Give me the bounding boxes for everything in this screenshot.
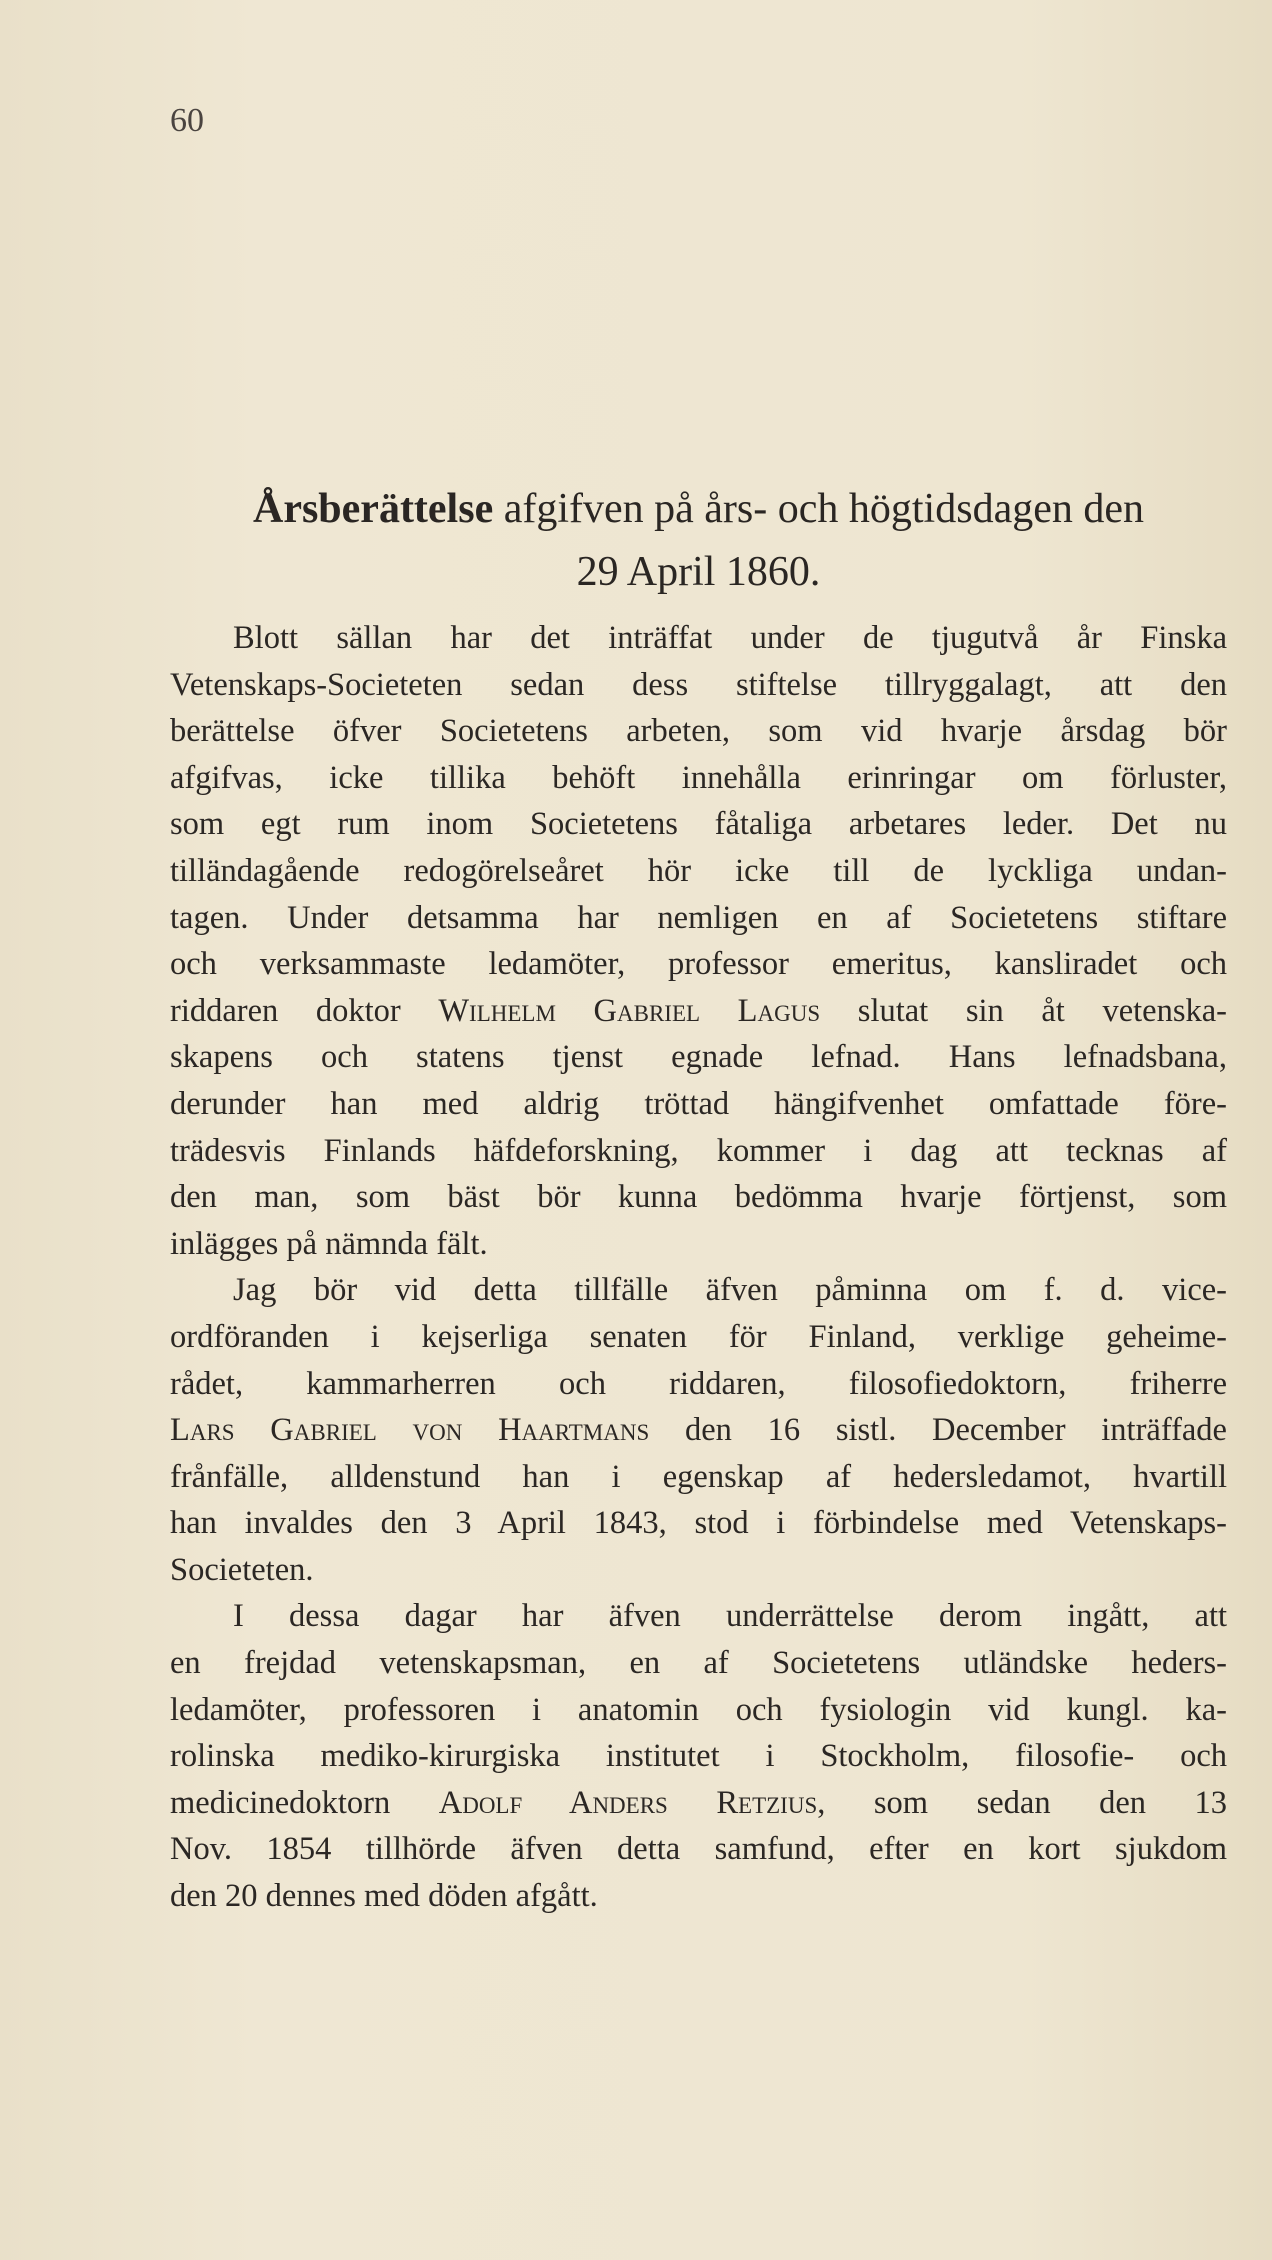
person-name: Lars Gabriel von Haartmans: [170, 1412, 650, 1449]
text-line: inlägges på nämnda fält.: [170, 1225, 488, 1262]
text-line: han invaldes den 3 April 1843, stod i förbindelse med Vetenskaps-: [170, 1505, 1227, 1542]
title-line-1-rest: afgifven på års- och högtidsdagen den: [493, 486, 1144, 532]
text-line: berättelse öfver Societetens arbeten, som vid hvarje årsdag bör: [170, 713, 1227, 750]
person-name: Adolf Anders Retzius: [438, 1784, 818, 1821]
title-bold-word: Årsberättelse: [252, 486, 494, 532]
text-segment: , som sedan den 13: [817, 1784, 1228, 1821]
text-line: som egt rum inom Societetens fåtaliga arbetares leder. Det nu: [170, 806, 1227, 843]
text-line: afgifvas, icke tillika behöft innehålla erinringar om förluster,: [170, 759, 1227, 796]
text-line: [170, 1407, 1227, 1454]
text-line: Jag bör vid detta tillfälle äfven påminna om f. d. vice-: [233, 1272, 1227, 1309]
text-line: och verksammaste ledamöter, professor emeritus, kansliradet och: [170, 946, 1227, 983]
text-line: Vetenskaps-Societeten sedan dess stiftelse tillryggalagt, att den: [170, 666, 1227, 703]
text-line: trädesvis Finlands häfdeforskning, kommer i dag att tecknas af: [170, 1132, 1227, 1169]
text-segment: den 16 sistl. December inträffade: [649, 1412, 1227, 1449]
text-line: tagen. Under detsamma har nemligen en af Societetens stiftare: [170, 899, 1227, 936]
text-line: en frejdad vetenskapsman, en af Societetens utländske heders-: [170, 1645, 1227, 1682]
text-line: rådet, kammarherren och riddaren, filosofiedoktorn, friherre: [170, 1365, 1227, 1402]
text-line: [170, 988, 1227, 1035]
text-line: derunder han med aldrig tröttad hängifvenhet omfattade före-: [170, 1085, 1227, 1122]
text-line: tilländagående redogörelseåret hör icke till de lyckliga undan-: [170, 852, 1227, 889]
text-line: rolinska mediko-kirurgiska institutet i Stockholm, filosofie- och: [170, 1738, 1227, 1775]
title-line-1: [170, 478, 1227, 541]
page-number: 60: [170, 102, 204, 139]
text-line: Nov. 1854 tillhörde äfven detta samfund, efter en kort sjukdom: [170, 1831, 1227, 1868]
text-line: Blott sällan har det inträffat under de tjugutvå år Finska: [233, 620, 1227, 656]
text-segment: medicinedoktorn: [170, 1784, 439, 1821]
text-line: Societeten.: [170, 1551, 314, 1588]
text-segment: slutat sin åt vetenska-: [820, 992, 1227, 1029]
text-line: [170, 1780, 1227, 1827]
person-name: Wilhelm Gabriel Lagus: [438, 992, 821, 1029]
text-line: I dessa dagar har äfven underrättelse derom ingått, att: [233, 1598, 1227, 1635]
text-line: skapens och statens tjenst egnade lefnad. Hans lefnadsbana,: [170, 1039, 1227, 1076]
text-line: den man, som bäst bör kunna bedömma hvarje förtjenst, som: [170, 1179, 1227, 1216]
text-line: frånfälle, alldenstund han i egenskap af hedersledamot, hvartill: [170, 1458, 1227, 1495]
text-line: ledamöter, professoren i anatomin och fysiologin vid kungl. ka-: [170, 1691, 1227, 1728]
body-text: [170, 615, 1227, 1920]
chapter-title: [170, 478, 1227, 604]
text-line: ordföranden i kejserliga senaten för Finland, verklige geheime-: [170, 1318, 1227, 1355]
text-segment: riddaren doktor: [170, 992, 439, 1029]
title-line-2: 29 April 1860.: [576, 549, 821, 595]
text-line: den 20 dennes med döden afgått.: [170, 1878, 598, 1915]
